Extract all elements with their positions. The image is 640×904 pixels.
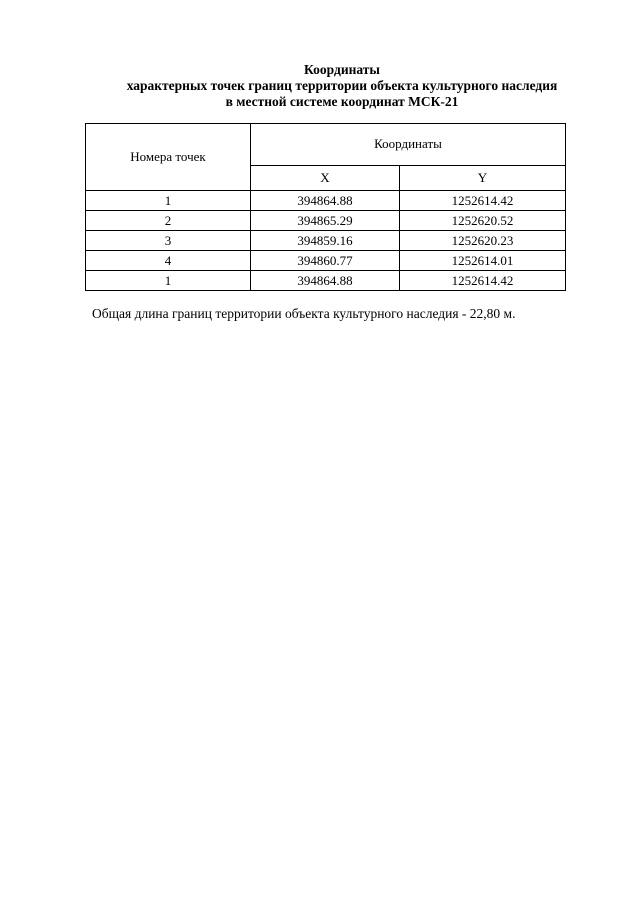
title-line-1: Координаты (304, 62, 380, 77)
cell-x: 394859.16 (251, 231, 400, 251)
boundary-length-note: Общая длина границ территории объекта культурного наследия - 22,80 м. (92, 306, 516, 321)
cell-y: 1252614.42 (399, 271, 565, 291)
coordinates-table (85, 123, 566, 291)
header-coordinates: Координаты (251, 124, 566, 166)
table-header-row (86, 124, 566, 166)
cell-x: 394864.88 (251, 271, 400, 291)
title-line-3: в местной системе координат МСК-21 (225, 94, 459, 109)
cell-point: 1 (86, 191, 251, 211)
table-row (86, 211, 566, 231)
header-point-numbers: Номера точек (86, 124, 251, 191)
cell-point: 2 (86, 211, 251, 231)
table-row (86, 191, 566, 211)
cell-point: 3 (86, 231, 251, 251)
header-x: X (251, 165, 400, 190)
document-title (0, 62, 640, 110)
cell-y: 1252614.42 (399, 191, 565, 211)
cell-x: 394860.77 (251, 251, 400, 271)
cell-y: 1252614.01 (399, 251, 565, 271)
cell-x: 394865.29 (251, 211, 400, 231)
cell-y: 1252620.23 (399, 231, 565, 251)
cell-x: 394864.88 (251, 191, 400, 211)
table-row (86, 231, 566, 251)
cell-y: 1252620.52 (399, 211, 565, 231)
header-y: Y (399, 165, 565, 190)
table-row (86, 251, 566, 271)
table-row (86, 271, 566, 291)
title-line-2: характерных точек границ территории объекта культурного наследия (126, 78, 558, 93)
cell-point: 1 (86, 271, 251, 291)
cell-point: 4 (86, 251, 251, 271)
